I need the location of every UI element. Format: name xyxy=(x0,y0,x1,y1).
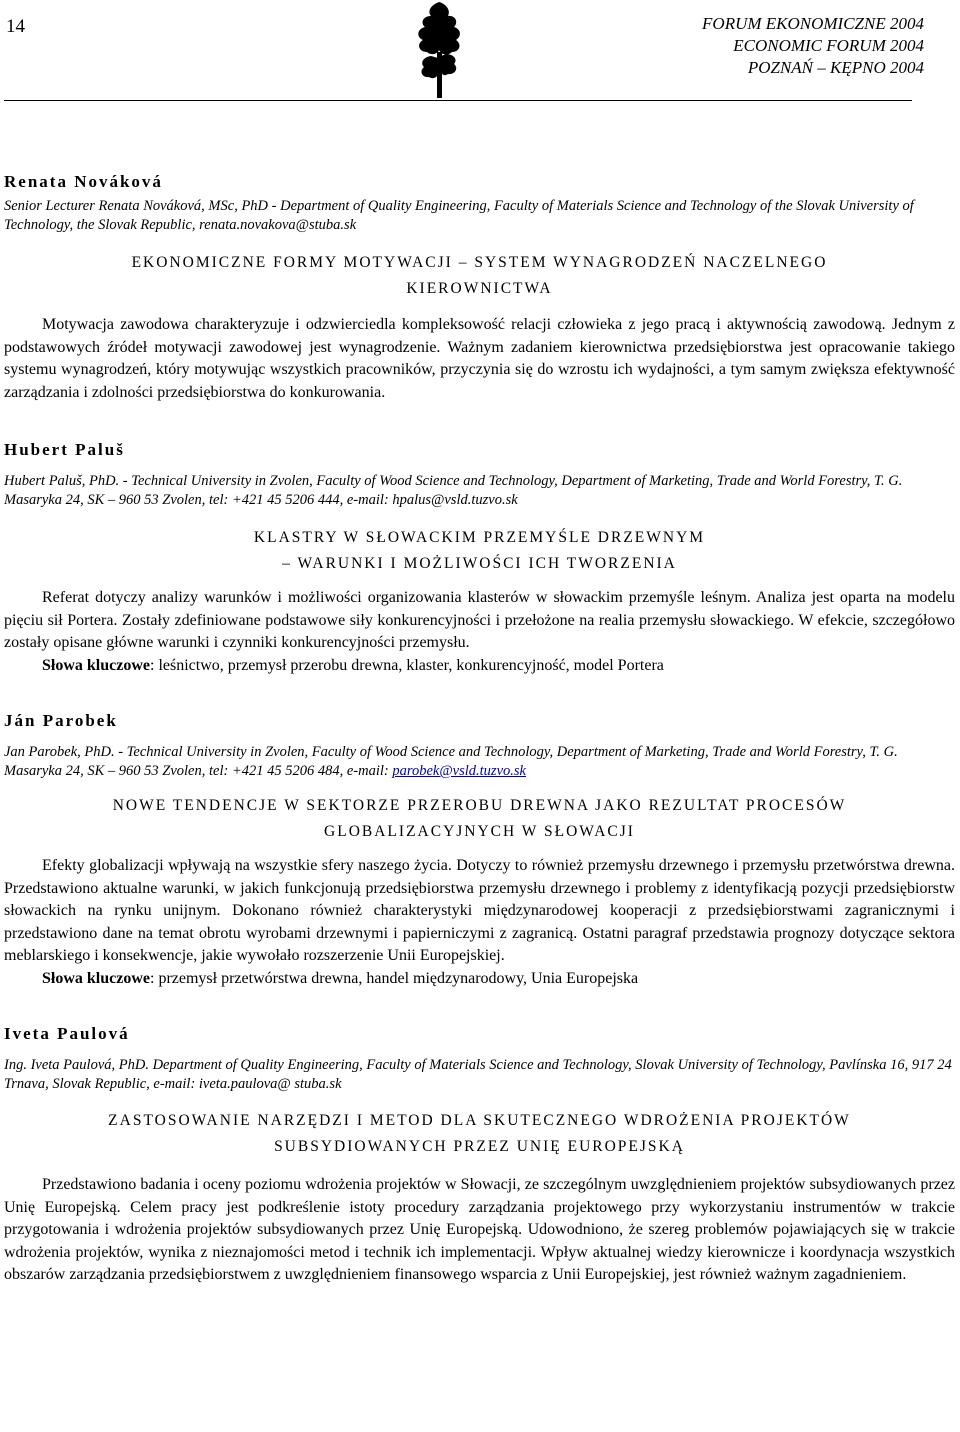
email-link[interactable]: parobek@vsld.tuzvo.sk xyxy=(392,763,526,779)
keywords xyxy=(4,968,955,991)
keywords-label: Słowa kluczowe xyxy=(42,969,150,987)
paper-abstract: Przedstawiono badania i oceny poziomu wdrożenia projektów w Słowacji, ze szczególnym uwzględnieniem projektów subsydiowanych przez Unię Europejską. Celem pracy jest podkreślenie istoty procedury zarządzania projektowego przy wykorzystaniu instrumentów w trakcie przygotowania i wdrożenia projektów subsydiowanych przez Unię Europejską. Udowodniono, że szereg problemów pojawiających się w trakcie wdrożenia projektów, wynika z nieznajomości metod i technik ich implementacji. Wpływ aktualnej wiedzy kierownicze i koordynacja wszystkich obszarów zarządzania przedsiębiorstwem z uwzględnieniem finansowego wsparcia z Unii Europejskiej, jest również ważnym zagadnieniem. xyxy=(4,1176,955,1283)
keywords-label: Słowa kluczowe xyxy=(42,656,150,674)
tree-logo-icon xyxy=(411,2,466,98)
paper-title-line: SUBSYDIOWANYCH PRZEZ UNIĘ EUROPEJSKĄ xyxy=(274,1138,685,1155)
author-name: Ján Parobek xyxy=(4,711,118,730)
author-name: Renata Nováková xyxy=(4,172,163,191)
author-affiliation: Hubert Paluš, PhD. - Technical University in Zvolen, Faculty of Wood Science and Technology, Department of Marketing, Trade and World Forestry, T. G. Masaryka 24, SK – 960 53 Zvolen, tel: +421 45 5206 444, e-mail: hpalus@vsld.tuzvo.sk xyxy=(4,473,903,508)
paper-title xyxy=(4,525,955,577)
paper-title xyxy=(4,250,955,302)
author-affiliation: Ing. Iveta Paulová, PhD. Department of Quality Engineering, Faculty of Materials Science and Technology, Slovak University of Technology, Pavlínska 16, 917 24 Trnava, Slovak Republic, e-mail: iveta.paulova@ stuba.sk xyxy=(4,1057,952,1092)
paper-title-line: KLASTRY W SŁOWACKIM PRZEMYŚLE DRZEWNYM xyxy=(253,529,706,546)
author-affiliation: Senior Lecturer Renata Nováková, MSc, PhD - Department of Quality Engineering, Faculty of Materials Science and Technology of the Slovak University of Technology, the Slovak Republic, renata.novakova@stuba.sk xyxy=(4,198,914,233)
conference-header xyxy=(702,13,924,79)
affiliation-text: Jan Parobek, PhD. - Technical University in Zvolen, Faculty of Wood Science and Technology, Department of Marketing, Trade and World Forestry, T. G. Masaryka 24, SK – 960 53 Zvolen, tel: +421 45 5206 484, e-mail: xyxy=(4,744,898,779)
paper-title-line: – WARUNKI I MOŻLIWOŚCI ICH TWORZENIA xyxy=(282,555,677,572)
paper-title-line: EKONOMICZNE FORMY MOTYWACJI – SYSTEM WYNAGRODZEŃ NACZELNEGO xyxy=(131,254,828,271)
page-number: 14 xyxy=(6,16,25,37)
paper-title-line: ZASTOSOWANIE NARZĘDZI I METOD DLA SKUTECZNEGO WDROŻENIA PROJEKTÓW xyxy=(108,1112,851,1129)
keywords xyxy=(4,655,955,678)
conference-name-en: ECONOMIC FORUM 2004 xyxy=(733,36,924,55)
author-name: Iveta Paulová xyxy=(4,1024,130,1043)
conference-location: POZNAŃ – KĘPNO 2004 xyxy=(747,58,924,77)
paper-title xyxy=(4,793,955,845)
paper-title-line: KIEROWNICTWA xyxy=(406,280,553,297)
paper-title xyxy=(4,1108,955,1160)
page-header xyxy=(4,0,924,101)
paper-abstract: Efekty globalizacji wpływają na wszystkie sfery naszego życia. Dotyczy to również przemysłu drzewnego i przemysłu przetwórstwa drewna. Przedstawiono aktualne warunki, w jakich funkcjonują przedsiębiorstwa przemysłu drzewnego i problemy z identyfikacją pozycji przedsiębiorstw słowackich na rynku unijnym. Dokonano również charakterystyki międzynarodowej kooperacji z przedsiębiorstwami zagranicznymi i przedstawiono dane na temat obrotu wyrobami drzewnymi i papierniczymi z zagranicą. Ostatni paragraf przedstawia prognozy dotyczące sektora meblarskiego i konsekwencje, jakie wywołało rozszerzenie Unii Europejskiej. xyxy=(4,857,955,964)
keywords-text: : przemysł przetwórstwa drewna, handel międzynarodowy, Unia Europejska xyxy=(150,969,639,987)
author-name: Hubert Paluš xyxy=(4,440,125,459)
keywords-text: : leśnictwo, przemysł przerobu drewna, klaster, konkurencyjność, model Portera xyxy=(150,656,664,674)
paper-title-line: GLOBALIZACYJNYCH W SŁOWACJI xyxy=(324,823,635,840)
conference-name-pl: FORUM EKONOMICZNE 2004 xyxy=(702,14,924,33)
paper-abstract: Referat dotyczy analizy warunków i możliwości organizowania klasterów w słowackim przemyśle leśnym. Analiza jest oparta na modelu pięciu sił Portera. Zostały zdefiniowane podstawowe siły konkurencyjności i przełożone na realia przemysłu słowackiego. W efekcie, szczegółowo zostały opisane główne warunki i czynniki konkurencyjności przemysłu. xyxy=(4,589,955,651)
paper-title-line: NOWE TENDENCJE W SEKTORZE PRZEROBU DREWNA JAKO REZULTAT PROCESÓW xyxy=(112,797,847,814)
page-body xyxy=(4,100,955,1287)
paper-abstract: Motywacja zawodowa charakteryzuje i odzwierciedla kompleksowość relacji człowieka z jego pracą i aktywnością zawodową. Jednym z podstawowych źródeł motywacji zawodowej jest wynagrodzenie. Ważnym zadaniem kierownictwa przedsiębiorstwa jest opracowanie takiego systemu wynagrodzeń, który motywując wszystkich pracowników, przyczynia się do wzrostu ich wydajności, a tym samym zwiększa efektywność zarządzania i zdolności przedsiębiorstwa do konkurowania. xyxy=(4,316,955,401)
author-affiliation xyxy=(4,743,955,781)
